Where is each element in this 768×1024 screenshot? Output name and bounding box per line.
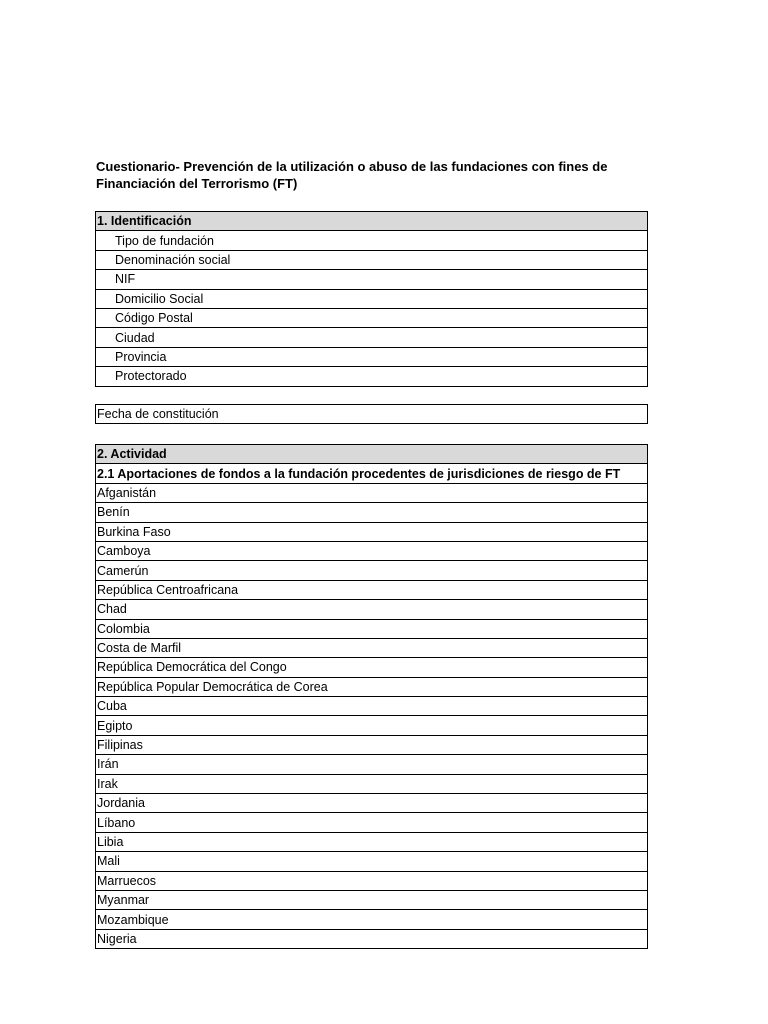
country-row[interactable]: Mali <box>96 852 648 871</box>
country-row[interactable]: Camboya <box>96 541 648 560</box>
country-row[interactable]: Benín <box>96 503 648 522</box>
country-row[interactable]: Jordania <box>96 794 648 813</box>
country-row[interactable]: Irak <box>96 774 648 793</box>
identificacion-table <box>95 211 648 387</box>
field-tipo-fundacion[interactable]: Tipo de fundación <box>96 231 648 250</box>
country-row[interactable]: Nigeria <box>96 929 648 948</box>
country-row[interactable]: Líbano <box>96 813 648 832</box>
country-row[interactable]: Libia <box>96 832 648 851</box>
country-row[interactable]: Burkina Faso <box>96 522 648 541</box>
field-denominacion-social[interactable]: Denominación social <box>96 250 648 269</box>
country-row[interactable]: Mozambique <box>96 910 648 929</box>
country-row[interactable]: Irán <box>96 755 648 774</box>
actividad-header: 2. Actividad <box>96 445 648 464</box>
country-row[interactable]: Marruecos <box>96 871 648 890</box>
country-row[interactable]: Colombia <box>96 619 648 638</box>
country-row[interactable]: Costa de Marfil <box>96 638 648 657</box>
fecha-table <box>95 404 648 424</box>
document-title <box>96 158 656 192</box>
actividad-table <box>95 444 648 949</box>
country-row[interactable]: Cuba <box>96 697 648 716</box>
country-row[interactable]: República Democrática del Congo <box>96 658 648 677</box>
field-nif[interactable]: NIF <box>96 270 648 289</box>
country-row[interactable]: Filipinas <box>96 735 648 754</box>
country-row[interactable]: Chad <box>96 600 648 619</box>
identificacion-header: 1. Identificación <box>96 212 648 231</box>
country-row[interactable]: República Popular Democrática de Corea <box>96 677 648 696</box>
field-domicilio-social[interactable]: Domicilio Social <box>96 289 648 308</box>
actividad-subheader: 2.1 Aportaciones de fondos a la fundación procedentes de jurisdiciones de riesgo de FT <box>96 464 648 483</box>
field-codigo-postal[interactable]: Código Postal <box>96 308 648 327</box>
field-protectorado[interactable]: Protectorado <box>96 367 648 386</box>
country-row[interactable]: Afganistán <box>96 483 648 502</box>
country-row[interactable]: Myanmar <box>96 890 648 909</box>
title-line-2: Financiación del Terrorismo (FT) <box>96 176 298 191</box>
country-row[interactable]: Egipto <box>96 716 648 735</box>
field-ciudad[interactable]: Ciudad <box>96 328 648 347</box>
field-fecha-constitucion[interactable]: Fecha de constitución <box>96 405 648 424</box>
title-line-1: Cuestionario- Prevención de la utilización o abuso de las fundaciones con fines de <box>96 159 608 174</box>
country-row[interactable]: República Centroafricana <box>96 580 648 599</box>
country-row[interactable]: Camerún <box>96 561 648 580</box>
field-provincia[interactable]: Provincia <box>96 347 648 366</box>
